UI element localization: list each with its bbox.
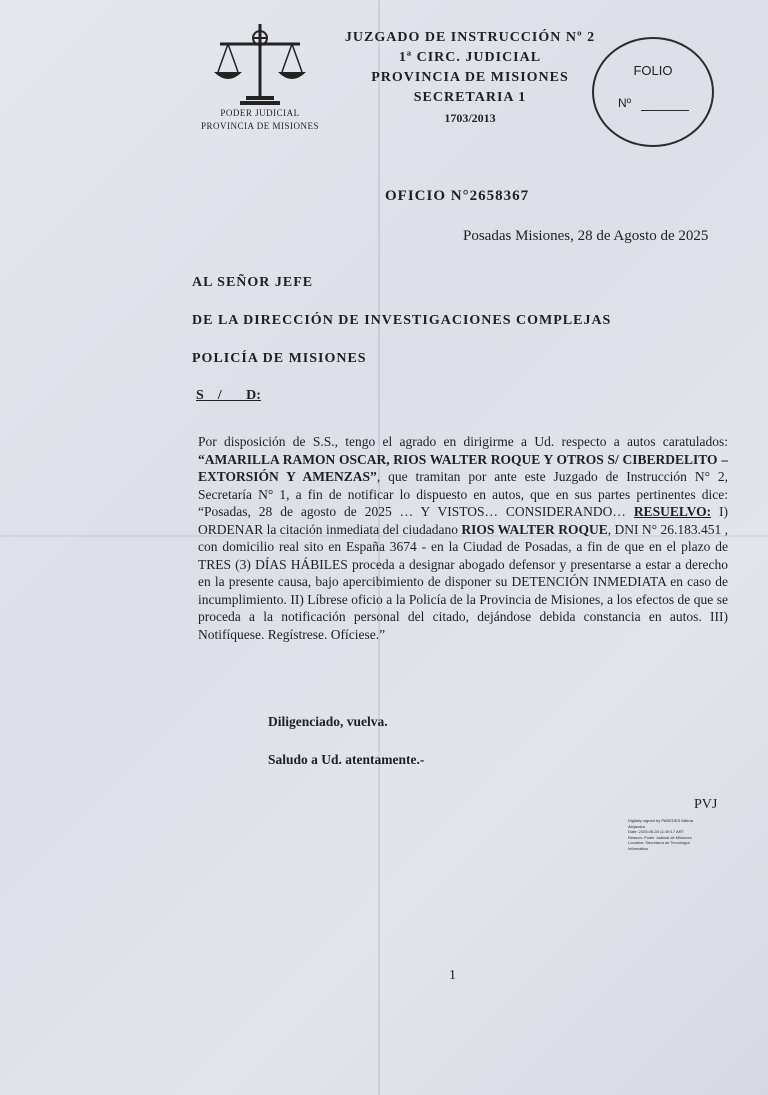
addressee-line-2: DE LA DIRECCIÓN DE INVESTIGACIONES COMPLEJAS: [192, 313, 612, 328]
signature-line: Alejandra: [628, 823, 645, 829]
emblem-line-2: PROVINCIA DE MISIONES: [200, 121, 319, 131]
closing-line-1: Diligenciado, vuelva.: [268, 714, 388, 729]
digital-signature-stamp: [628, 818, 728, 851]
judicial-emblem: [200, 20, 330, 135]
page-number: 1: [449, 968, 456, 983]
folio-title: FOLIO: [633, 63, 673, 78]
signature-line: Informática: [628, 845, 648, 851]
document-date: Posadas Misiones, 28 de Agosto de 2025: [463, 228, 709, 244]
court-name: JUZGADO DE INSTRUCCIÓN Nº 2: [344, 30, 596, 45]
folio-stamp: [592, 37, 714, 147]
scales-of-justice-icon: [210, 20, 310, 106]
sd-abbreviation: S / D:: [196, 388, 261, 403]
signature-line: Date: 2025.08.28 11:39:17 ART: [628, 829, 684, 834]
signature-line: Digitally signed by PAREDES Milena: [628, 818, 694, 823]
emblem-line-1: PODER JUDICIAL: [220, 108, 300, 118]
court-province: PROVINCIA DE MISIONES: [371, 70, 569, 85]
court-circuit: 1ª CIRC. JUDICIAL: [398, 50, 542, 65]
body-part-3: I) ORDENAR la citación inmediata del ciudadano: [198, 504, 728, 537]
signature-line: Location: Secretaría de Tecnología: [628, 840, 690, 845]
body-intro: Por disposición de S.S., tengo el agrado en dirigirme a Ud. respecto a autos caratulados:: [198, 434, 728, 449]
oficio-number: OFICIO N°2658367: [385, 188, 530, 204]
case-number: 1703/2013: [444, 111, 496, 125]
case-caption: “AMARILLA RAMON OSCAR, RIOS WALTER ROQUE Y OTROS S/ CIBERDELITO – EXTORSIÓN Y AMENZAS”: [198, 451, 728, 484]
folio-number-line: [641, 110, 689, 111]
body-paragraph: [198, 433, 728, 643]
addressee-line-3: POLICÍA DE MISIONES: [192, 351, 367, 366]
court-header: [340, 28, 600, 128]
resuelvo-heading: RESUELVO:: [633, 504, 712, 519]
signature-line: Reason: Poder Judicial de Misiones: [628, 834, 692, 840]
body-part-2: , que tramitan por ante este Juzgado de Instrucción N° 2, Secretaría N° 1, a fin de notificar lo dispuesto en autos, que en sus partes pertinentes dice: “Posadas, 28 de agosto de 2025 … Y VISTOS… CONSIDERANDO…: [198, 469, 728, 519]
folio-number-label: Nº: [618, 96, 632, 110]
cited-person-name: RIOS WALTER ROQUE: [461, 521, 608, 537]
closing-line-2: Saludo a Ud. atentamente.-: [268, 752, 425, 767]
body-part-4: , DNI N° 26.183.451 , con domicilio real sito en España 3674 - en la Ciudad de Posadas, a fin de que en el plazo de TRES (3) DÍAS HÁBILES proceda a designar abogado defensor y presentarse a estar a derecho en la presente causa, bajo apercibimiento de disponer su DETENCIÓN INMEDIATA en caso de incumplimiento. II) Líbrese oficio a la Policía de la Provincia de Misiones, a los efectos de que se proceda a la notificación personal del citado, dejándose debida constancia en autos. III) Notifíquese. Regístrese. Ofíciese.”: [198, 521, 728, 642]
court-secretary: SECRETARIA 1: [413, 90, 527, 105]
initials: PVJ: [694, 797, 718, 812]
addressee-line-1: AL SEÑOR JEFE: [192, 275, 314, 290]
